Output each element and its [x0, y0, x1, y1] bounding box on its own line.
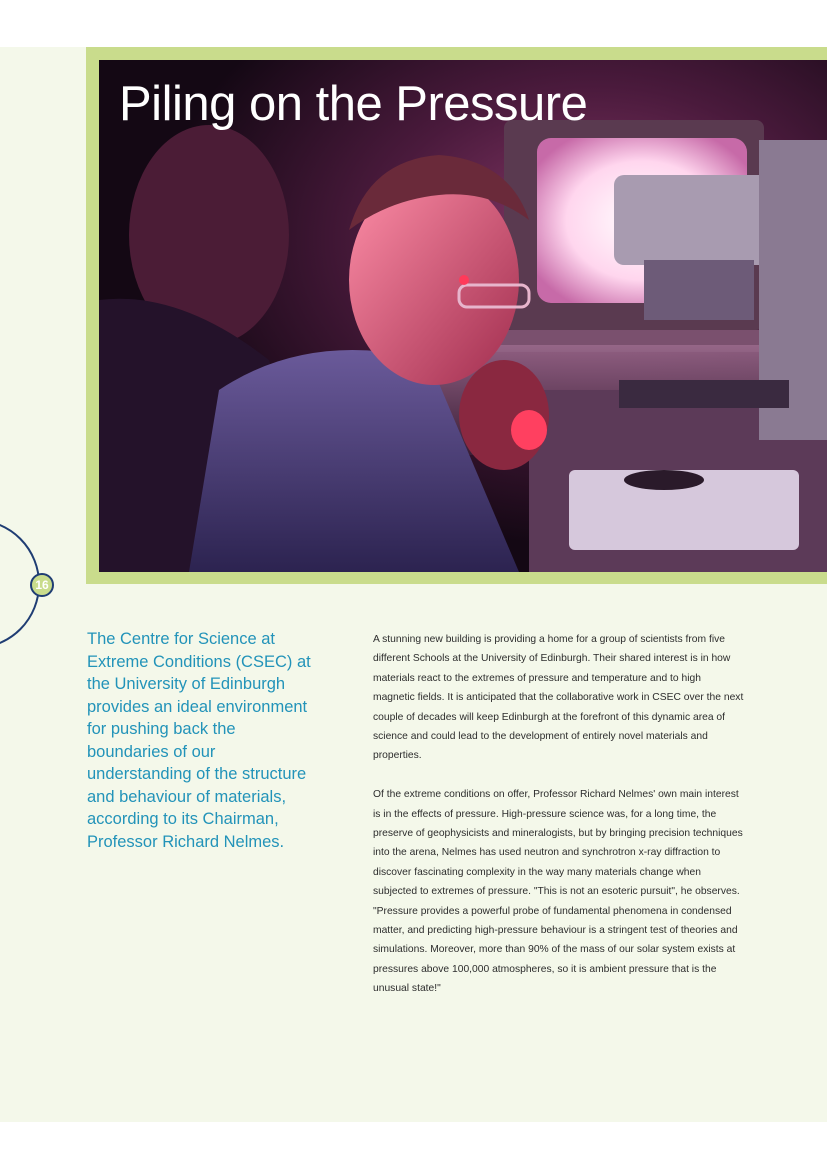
article-body — [373, 630, 745, 1018]
body-paragraph: A stunning new building is providing a home for a group of scientists from five different Schools at the University of Edinburgh. Their shared interest is in how materials react to the extremes of pressure and temperature and to high magnetic fields. It is anticipated that the collaborative work in CSEC over the next couple of decades will keep Edinburgh at the forefront of this dynamic area of science and could lead to the development of entirely novel materials and properties. — [373, 634, 744, 762]
intro-standfirst: The Centre for Science at Extreme Conditions (CSEC) at the University of Edinburgh provides an ideal environment for pushing back the boundaries of our understanding of the structure and behaviour of materials, according to its Chairman, Professor Richard Nelmes. — [87, 630, 311, 851]
page-number-badge: 16 — [30, 573, 54, 597]
lab-scene-illustration — [99, 60, 827, 572]
header-photo — [99, 60, 827, 572]
body-paragraph: Of the extreme conditions on offer, Professor Richard Nelmes' own main interest is in the effects of pressure. High-pressure science was, for a long time, the preserve of geophysicists and mineralogists, but by bringing precision techniques into the arena, Nelmes has used neutron and synchrotron x-ray diffraction to discover fascinating complexity in the way many materials change when subjected to extremes of pressure. "This is not an esoteric pursuit", he observes. "Pressure provides a powerful probe of fundamental phenomena in condensed matter, and predicting high-pressure behaviour is a stringent test of theories and simulations. Moreover, more than 90% of the mass of our solar system exists at pressures above 100,000 atmospheres, so it is ambient pressure that is the unusual state!" — [373, 789, 743, 995]
page-title: Piling on the Pressure — [119, 77, 588, 131]
